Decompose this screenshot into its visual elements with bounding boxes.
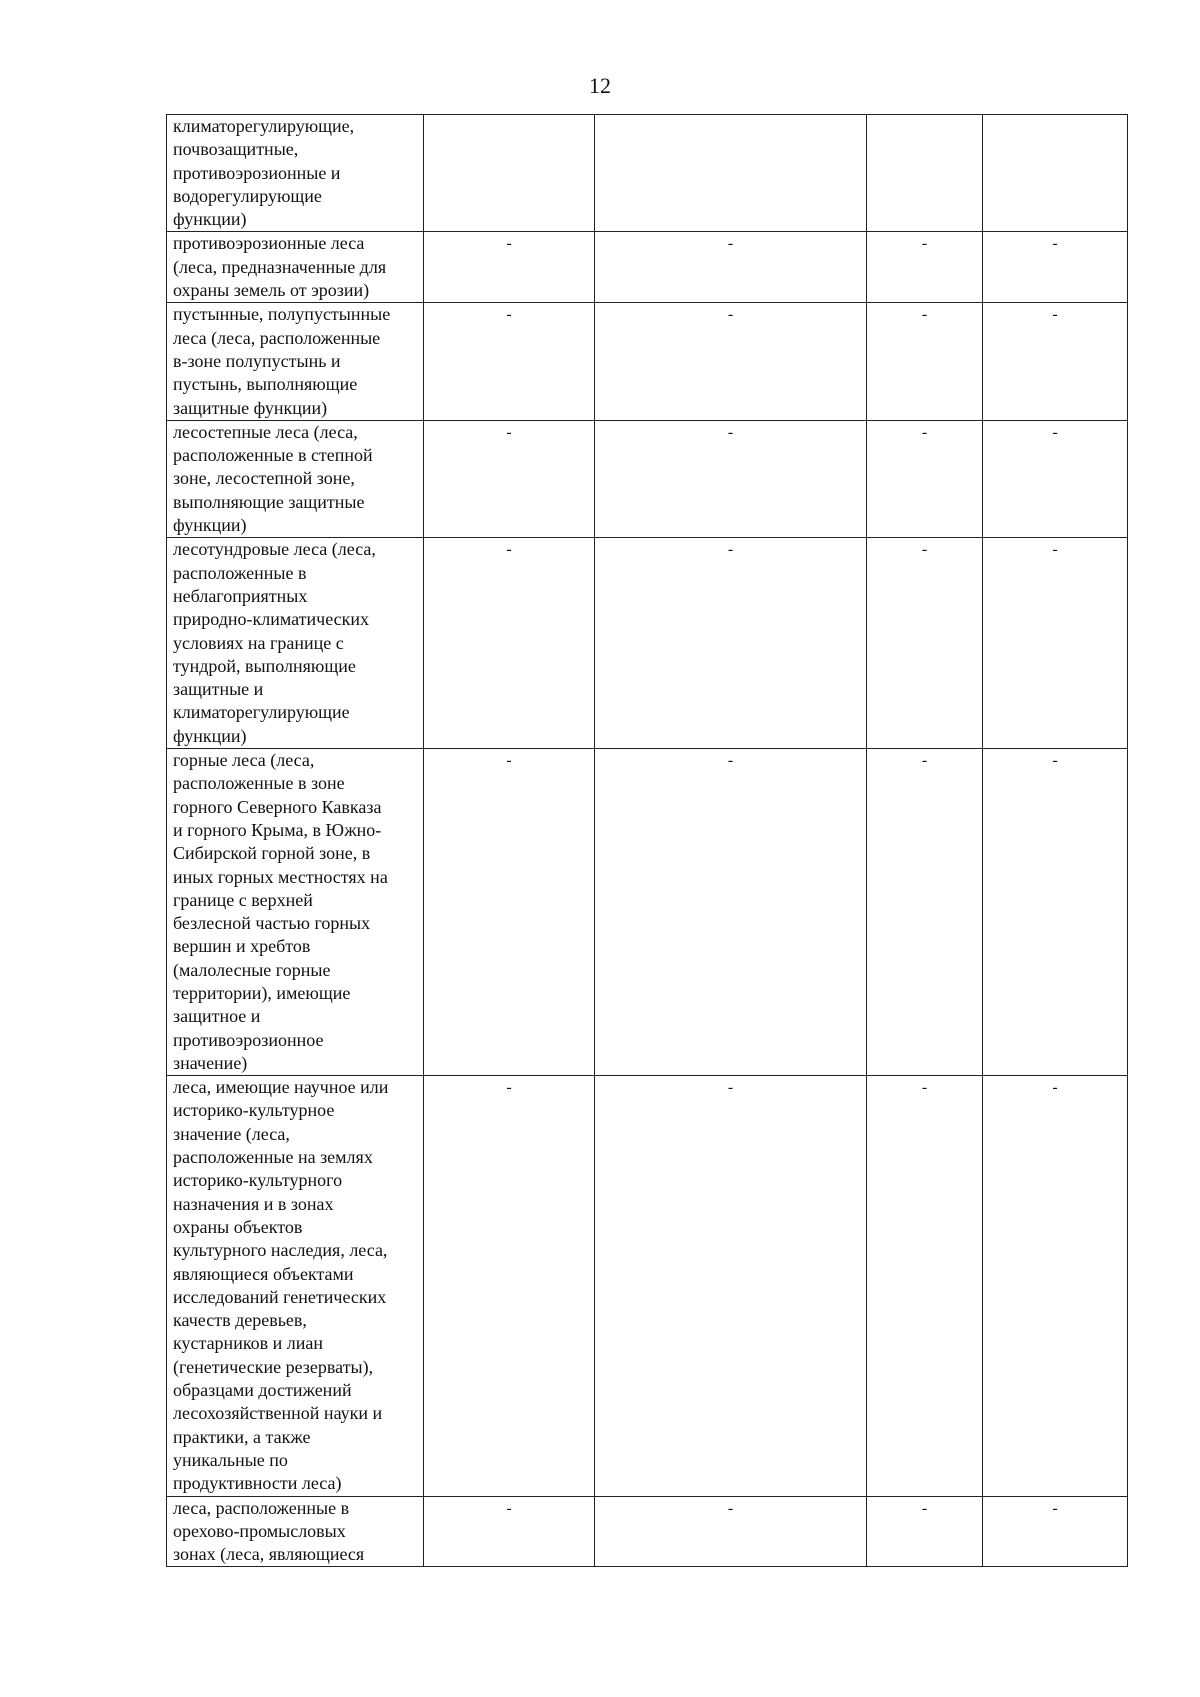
forest-category-text-line: расположенные в зоне (173, 773, 345, 794)
value-cell: - (867, 1496, 983, 1567)
value-cell (424, 115, 595, 232)
forest-category-text-line: расположенные в степной (173, 445, 373, 466)
value-cell: - (867, 232, 983, 303)
forest-category-text-line: защитное и (173, 1006, 261, 1027)
value-cell: - (595, 538, 867, 749)
forest-category-text-line: орехово-промысловых (173, 1520, 346, 1541)
forest-category-cell (167, 303, 424, 420)
forest-category-text-line: границе с верхней (173, 889, 313, 910)
forest-category-text-line: историко-культурного (173, 1170, 343, 1191)
forest-category-text-line: функции) (173, 725, 247, 746)
value-cell: - (867, 303, 983, 420)
forest-category-text-line: безлесной частью горных (173, 913, 371, 934)
value-cell: - (595, 749, 867, 1076)
value-cell (983, 115, 1128, 232)
forest-category-text-line: леса (леса, расположенные (173, 327, 381, 348)
forest-category-text-line: культурного наследия, леса, (173, 1240, 388, 1261)
forest-category-text-line: противоэрозионные леса (173, 233, 365, 254)
forest-category-text-line: зоне, лесостепной зоне, (173, 468, 355, 489)
forest-category-text-line: историко-культурное (173, 1100, 335, 1121)
value-cell: - (424, 1496, 595, 1567)
forest-category-cell (167, 115, 424, 232)
value-cell: - (424, 1076, 595, 1496)
value-cell: - (595, 232, 867, 303)
value-cell: - (983, 420, 1128, 537)
forest-category-text-line: зонах (леса, являющиеся (173, 1544, 365, 1565)
value-cell (867, 115, 983, 232)
value-cell: - (867, 420, 983, 537)
table-row (167, 1076, 1128, 1496)
value-cell (595, 115, 867, 232)
forest-category-text-line: являющиеся объектами (173, 1263, 354, 1284)
value-cell: - (595, 303, 867, 420)
forest-category-text-line: практики, а также (173, 1426, 311, 1447)
forest-category-cell (167, 1076, 424, 1496)
forest-category-text-line: функции) (173, 515, 247, 536)
value-cell: - (867, 749, 983, 1076)
table-row (167, 538, 1128, 749)
table-row (167, 1496, 1128, 1567)
forest-category-text-line: неблагоприятных (173, 585, 308, 606)
forest-category-text-line: качеств деревьев, (173, 1310, 307, 1331)
forest-category-cell (167, 232, 424, 303)
value-cell: - (424, 303, 595, 420)
forest-category-text-line: леса, имеющие научное или (173, 1077, 389, 1098)
value-cell: - (983, 749, 1128, 1076)
forest-category-text-line: климаторегулирующие (173, 702, 350, 723)
forest-category-text-line: вершин и хребтов (173, 936, 311, 957)
forest-category-text-line: пустынные, полупустынные (173, 304, 391, 325)
forest-category-text-line: иных горных местностях на (173, 866, 388, 887)
forest-category-text-line: пустынь, выполняющие (173, 374, 358, 395)
value-cell: - (983, 1496, 1128, 1567)
forest-category-text-line: охраны земель от эрозии) (173, 280, 370, 301)
forest-category-text-line: территории), имеющие (173, 982, 351, 1003)
value-cell: - (424, 232, 595, 303)
value-cell: - (424, 749, 595, 1076)
forest-category-table (166, 114, 1128, 1567)
forest-category-text-line: кустарников и лиан (173, 1333, 324, 1354)
forest-category-text-line: горные леса (леса, (173, 750, 315, 771)
forest-category-text-line: тундрой, выполняющие (173, 655, 356, 676)
table-row (167, 232, 1128, 303)
forest-category-text-line: Сибирской горной зоне, в (173, 843, 371, 864)
forest-category-text-line: природно-климатических (173, 609, 370, 630)
forest-category-text-line: значение) (173, 1052, 248, 1073)
forest-category-cell (167, 538, 424, 749)
value-cell: - (595, 1076, 867, 1496)
forest-category-text-line: защитные функции) (173, 397, 328, 418)
forest-category-text-line: климаторегулирующие, (173, 116, 355, 136)
forest-category-text-line: водорегулирующие (173, 185, 322, 206)
table-row (167, 303, 1128, 420)
forest-category-text-line: условиях на границе с (173, 632, 344, 653)
forest-category-text-line: охраны объектов (173, 1216, 303, 1237)
forest-category-text-line: назначения и в зонах (173, 1193, 334, 1214)
table-row (167, 115, 1128, 232)
value-cell: - (595, 420, 867, 537)
forest-category-text-line: образцами достижений (173, 1380, 352, 1401)
forest-category-text-line: значение (леса, (173, 1123, 290, 1144)
value-cell: - (983, 232, 1128, 303)
forest-category-text-line: расположенные в (173, 562, 307, 583)
forest-category-text-line: (генетические резерваты), (173, 1356, 374, 1377)
value-cell: - (983, 538, 1128, 749)
value-cell: - (424, 538, 595, 749)
table-row (167, 420, 1128, 537)
forest-category-text-line: выполняющие защитные (173, 491, 365, 512)
value-cell: - (424, 420, 595, 537)
forest-category-text-line: противоэрозионные и (173, 162, 341, 183)
forest-category-text-line: и горного Крыма, в Южно- (173, 819, 382, 840)
table-row (167, 749, 1128, 1076)
forest-category-text-line: в-зоне полупустынь и (173, 350, 341, 371)
value-cell: - (867, 1076, 983, 1496)
forest-category-text-line: почвозащитные, (173, 139, 299, 160)
page-number: 12 (589, 73, 611, 98)
forest-category-text-line: лесостепные леса (леса, (173, 421, 358, 442)
value-cell: - (983, 1076, 1128, 1496)
forest-category-text-line: расположенные на землях (173, 1147, 373, 1168)
forest-category-cell (167, 420, 424, 537)
forest-category-text-line: лесохозяйственной науки и (173, 1403, 383, 1424)
forest-category-text-line: защитные и (173, 679, 264, 700)
forest-category-text-line: противоэрозионное (173, 1029, 324, 1050)
forest-category-text-line: (малолесные горные (173, 959, 331, 980)
forest-category-text-line: продуктивности леса) (173, 1473, 342, 1494)
forest-category-cell (167, 1496, 424, 1567)
forest-category-text-line: уникальные по (173, 1449, 288, 1470)
forest-category-text-line: лесотундровые леса (леса, (173, 539, 376, 560)
forest-category-text-line: горного Северного Кавказа (173, 796, 382, 817)
value-cell: - (983, 303, 1128, 420)
forest-category-text-line: функции) (173, 209, 247, 230)
forest-category-text-line: (леса, предназначенные для (173, 256, 387, 277)
forest-category-text-line: леса, расположенные в (173, 1497, 350, 1518)
value-cell: - (595, 1496, 867, 1567)
forest-category-text-line: исследований генетических (173, 1286, 387, 1307)
value-cell: - (867, 538, 983, 749)
forest-category-cell (167, 749, 424, 1076)
